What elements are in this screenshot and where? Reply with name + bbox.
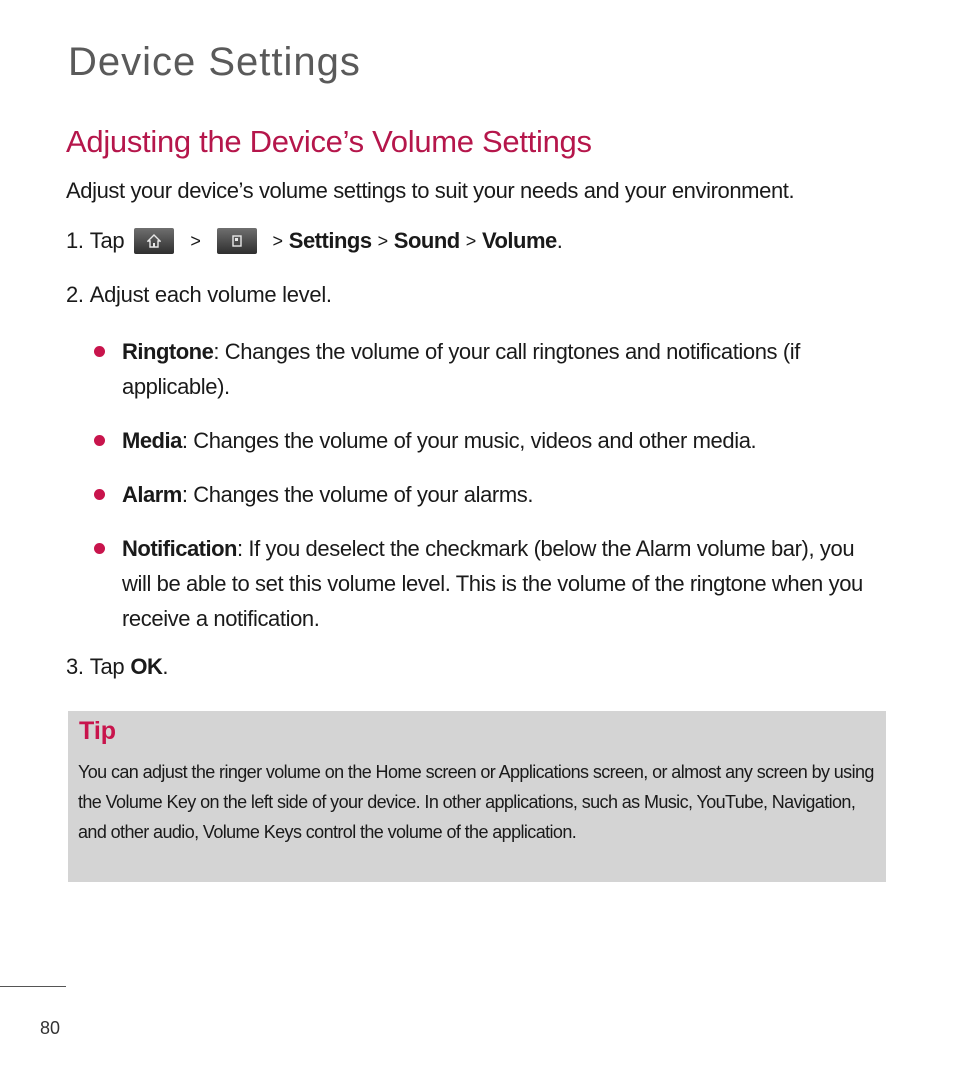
intro-paragraph: Adjust your device’s volume settings to suit your needs and your environment. <box>66 178 795 203</box>
list-item-description: : Changes the volume of your call ringtones and notifications (if applicable). <box>122 339 800 399</box>
home-key-icon <box>134 228 174 254</box>
step-2 <box>66 282 332 308</box>
step-number: 1. <box>66 228 84 253</box>
list-item-alarm <box>92 477 882 512</box>
bullet-dot-icon <box>94 346 105 357</box>
list-item-description: : Changes the volume of your alarms. <box>181 482 534 507</box>
tip-text: You can adjust the ringer volume on the Home screen or Applications screen, or almost any screen by using the Volume Key on the left side of your device. In other applications, such as Music, YouTube, Navigation, and other audio, Volume Keys control the volume of the application. <box>78 762 874 842</box>
footer-divider <box>0 986 66 987</box>
step-tap-word: Tap <box>89 228 125 253</box>
step-tap-word: Tap <box>89 654 125 679</box>
chapter-title: Device Settings <box>68 40 361 84</box>
list-item-media <box>92 423 882 458</box>
section-heading: Adjusting the Device’s Volume Settings <box>66 124 592 159</box>
step-3 <box>66 654 168 680</box>
list-item-term: Alarm <box>122 482 182 507</box>
ok-label: OK <box>130 654 163 679</box>
step-period: . <box>556 228 563 253</box>
tip-title: Tip <box>79 717 117 745</box>
step-period: . <box>162 654 169 679</box>
path-separator: > <box>190 230 201 251</box>
step-1 <box>66 228 563 254</box>
step-number: 2. <box>66 282 84 307</box>
path-separator: > <box>465 230 476 251</box>
bullet-dot-icon <box>94 543 105 554</box>
list-item-notification <box>92 531 882 636</box>
menu-key-icon <box>217 228 257 254</box>
volume-label: Volume <box>481 228 557 253</box>
list-item-term: Media <box>122 428 182 453</box>
path-separator: > <box>272 230 283 251</box>
step-number: 3. <box>66 654 84 679</box>
volume-options-list <box>92 334 882 655</box>
page-number: 80 <box>40 1018 61 1038</box>
bullet-dot-icon <box>94 435 105 446</box>
step-text: Adjust each volume level. <box>89 282 332 307</box>
list-item-description: : If you deselect the checkmark (below the Alarm volume bar), you will be able to set this volume level. This is the volume of the ringtone when you receive a notification. <box>122 536 863 631</box>
bullet-dot-icon <box>94 489 105 500</box>
path-separator: > <box>377 230 388 251</box>
settings-label: Settings <box>288 228 372 253</box>
list-item-description: : Changes the volume of your music, videos and other media. <box>181 428 757 453</box>
sound-label: Sound <box>393 228 460 253</box>
list-item-term: Ringtone <box>122 339 214 364</box>
tip-box <box>68 711 886 882</box>
list-item-ringtone <box>92 334 882 404</box>
list-item-term: Notification <box>122 536 237 561</box>
